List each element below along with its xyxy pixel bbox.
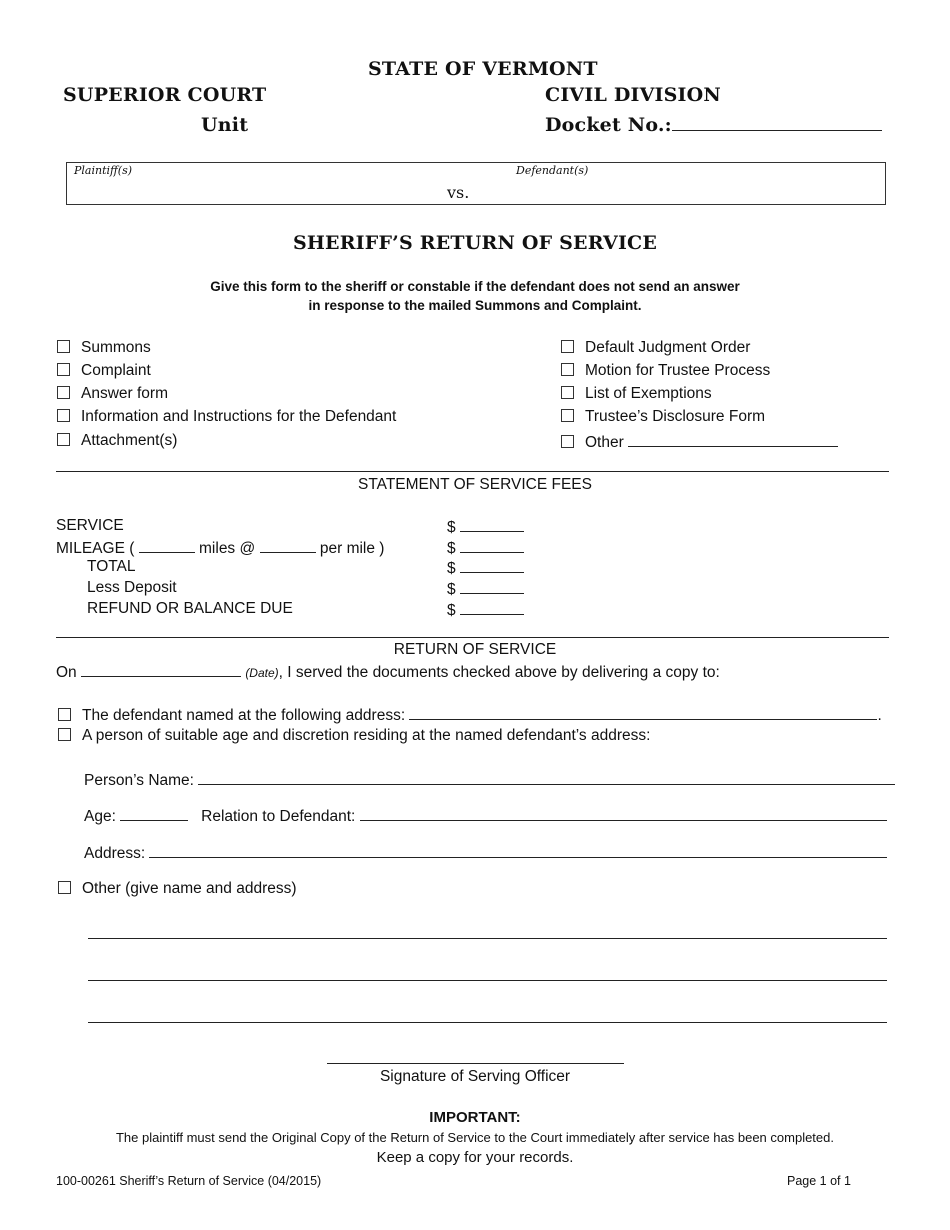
checkbox-exemptions[interactable] <box>561 386 574 399</box>
other-line-2[interactable] <box>88 980 887 981</box>
fee-less-deposit-label: Less Deposit <box>87 579 177 596</box>
plaintiff-label: Plaintiff(s) <box>74 164 133 177</box>
doc-other-label: Other <box>585 434 624 451</box>
doc-summons <box>57 339 151 357</box>
doc-attachments <box>57 432 177 450</box>
important-line-2: Keep a copy for your records. <box>376 1149 574 1166</box>
doc-trustee-motion-label: Motion for Trustee Process <box>585 362 771 379</box>
fee-deposit-amount <box>447 579 524 599</box>
form-id: 100-00261 Sheriff’s Return of Service (04/2015) <box>56 1174 322 1188</box>
unit-label: Unit <box>201 114 249 136</box>
doc-answer-form <box>57 385 168 403</box>
served-text: , I served the documents checked above by delivering a copy to: <box>278 664 720 681</box>
form-title: SHERIFF’S RETURN OF SERVICE <box>292 232 658 254</box>
divider-fees <box>56 471 889 472</box>
relation-label: Relation to Defendant: <box>201 808 356 825</box>
checkbox-trustee-disclosure[interactable] <box>561 409 574 422</box>
doc-info-instructions-label: Information and Instructions for the Defendant <box>81 408 397 425</box>
mileage-rate-field[interactable] <box>260 538 316 553</box>
fee-total-amount <box>447 558 524 578</box>
page-number: Page 1 of 1 <box>787 1174 851 1188</box>
doc-complaint <box>57 362 151 380</box>
fee-refund-amount <box>447 600 524 620</box>
instructions-line-2: in response to the mailed Summons and Complaint. <box>308 298 642 313</box>
checkbox-trustee-motion[interactable] <box>561 363 574 376</box>
other-line-1[interactable] <box>88 938 887 939</box>
doc-exemptions-label: List of Exemptions <box>585 385 712 402</box>
served-statement <box>56 662 720 682</box>
mileage-suffix: per mile ) <box>319 540 385 557</box>
divider-return <box>56 637 889 638</box>
fee-service-label: SERVICE <box>56 517 124 534</box>
fee-refund-field[interactable] <box>460 600 524 615</box>
important-line-1: The plaintiff must send the Original Copy of the Return of Service to the Court immediately after service has been completed. <box>115 1130 834 1145</box>
address-row <box>84 843 887 863</box>
signature-line[interactable] <box>327 1063 624 1064</box>
option-person <box>58 727 650 745</box>
checkbox-other-doc[interactable] <box>561 435 574 448</box>
age-field[interactable] <box>120 806 188 821</box>
doc-trustee-motion <box>561 362 770 380</box>
doc-answer-form-label: Answer form <box>81 385 168 402</box>
doc-other <box>561 432 838 452</box>
court-heading: SUPERIOR COURT <box>63 84 267 106</box>
fee-deposit-field[interactable] <box>460 579 524 594</box>
parties-box <box>66 162 886 205</box>
checkbox-complaint[interactable] <box>57 363 70 376</box>
option-defendant: The defendant named at the following address: . <box>58 705 882 725</box>
checkbox-info-instructions[interactable] <box>57 409 70 422</box>
checkbox-summons[interactable] <box>57 340 70 353</box>
address-label: Address: <box>84 845 146 862</box>
date-hint: (Date) <box>245 666 279 680</box>
checkbox-attachments[interactable] <box>57 433 70 446</box>
doc-summons-label: Summons <box>81 339 151 356</box>
other-doc-field[interactable] <box>628 432 838 447</box>
currency-symbol: $ <box>447 519 456 536</box>
relation-field[interactable] <box>360 806 887 821</box>
checkbox-other-recipient[interactable] <box>58 881 71 894</box>
option-person-label: A person of suitable age and discretion residing at the named defendant’s address: <box>82 727 651 744</box>
fee-mileage-label <box>56 538 384 558</box>
age-relation-row <box>84 806 887 826</box>
versus-text: vs. <box>447 183 470 202</box>
on-text: On <box>56 664 77 681</box>
persons-name-row <box>84 770 895 790</box>
checkbox-defendant[interactable] <box>58 708 71 721</box>
signature-label: Signature of Serving Officer <box>379 1068 571 1085</box>
age-label: Age: <box>84 808 116 825</box>
option-defendant-label: The defendant named at the following address: <box>82 707 406 724</box>
fee-total-label: TOTAL <box>87 558 136 575</box>
currency-symbol: $ <box>447 602 456 619</box>
currency-symbol: $ <box>447 540 456 557</box>
doc-trustee-disclosure <box>561 408 765 426</box>
checkbox-person[interactable] <box>58 728 71 741</box>
doc-exemptions <box>561 385 712 403</box>
checkbox-default-judgment[interactable] <box>561 340 574 353</box>
mileage-miles-text: miles @ <box>199 540 256 557</box>
address-field[interactable] <box>149 843 887 858</box>
checkbox-answer-form[interactable] <box>57 386 70 399</box>
currency-symbol: $ <box>447 581 456 598</box>
fee-mileage-field[interactable] <box>460 538 524 553</box>
fees-heading: STATEMENT OF SERVICE FEES <box>358 476 592 493</box>
doc-complaint-label: Complaint <box>81 362 151 379</box>
mileage-prefix: MILEAGE ( <box>56 540 135 557</box>
other-line-3[interactable] <box>88 1022 887 1023</box>
persons-name-label: Person’s Name: <box>84 772 194 789</box>
docket-label-text: Docket No.: <box>545 114 672 136</box>
persons-name-field[interactable] <box>198 770 895 785</box>
instructions-line-1: Give this form to the sheriff or constable if the defendant does not send an answer <box>210 279 740 294</box>
docket-number-field[interactable] <box>672 116 882 131</box>
fee-total-field[interactable] <box>460 558 524 573</box>
fee-service-amount <box>447 517 524 537</box>
docket-label <box>545 114 882 136</box>
mileage-miles-field[interactable] <box>139 538 195 553</box>
doc-default-judgment-label: Default Judgment Order <box>585 339 751 356</box>
return-heading: RETURN OF SERVICE <box>393 641 557 658</box>
fee-refund-label: REFUND OR BALANCE DUE <box>87 600 293 617</box>
defendant-label: Defendant(s) <box>516 164 589 177</box>
division-heading: CIVIL DIVISION <box>545 84 721 106</box>
doc-trustee-disclosure-label: Trustee’s Disclosure Form <box>585 408 766 425</box>
service-date-field[interactable] <box>81 662 241 677</box>
option-other <box>58 880 297 898</box>
fee-mileage-amount <box>447 538 524 558</box>
defendant-address-field[interactable] <box>409 705 877 720</box>
state-heading: STATE OF VERMONT <box>368 58 598 80</box>
important-heading: IMPORTANT: <box>429 1109 521 1126</box>
option-other-label: Other (give name and address) <box>82 880 297 897</box>
doc-attachments-label: Attachment(s) <box>81 432 178 449</box>
currency-symbol: $ <box>447 560 456 577</box>
fee-service-field[interactable] <box>460 517 524 532</box>
doc-info-instructions <box>57 408 396 426</box>
doc-default-judgment <box>561 339 750 357</box>
